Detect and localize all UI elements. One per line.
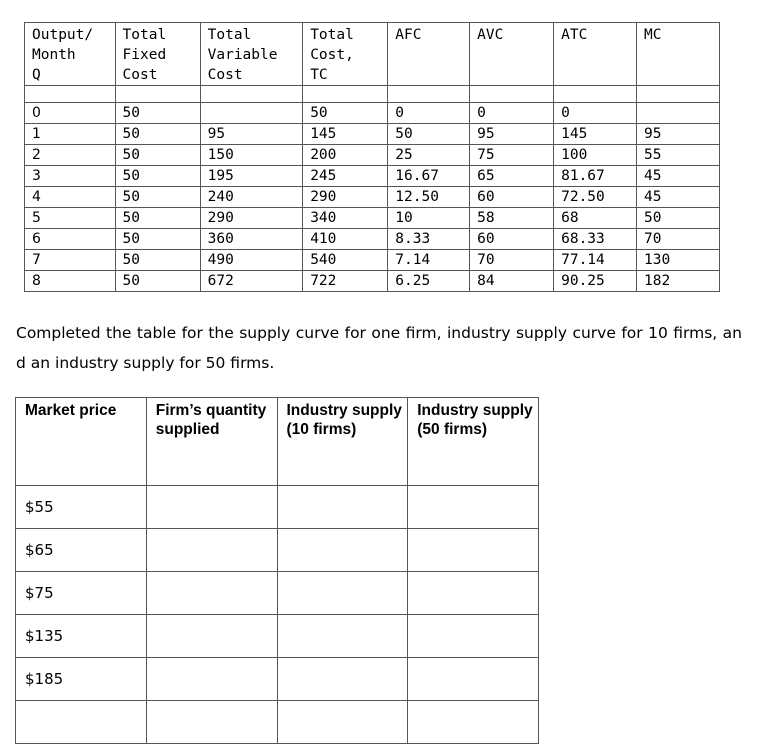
cost-cell-avc: 65: [470, 166, 554, 187]
cost-cell-tfc: 50: [115, 103, 200, 124]
cost-cell-atc: 100: [554, 145, 637, 166]
cost-cell-mc: 45: [637, 166, 720, 187]
cost-cell-mc: 55: [637, 145, 720, 166]
cost-cell-tc: 50: [303, 103, 388, 124]
supply-table-row: [16, 658, 539, 701]
cost-cell-avc: 95: [470, 124, 554, 145]
cost-cell-tvc: [200, 103, 303, 124]
cost-cell-tfc: 50: [115, 124, 200, 145]
cost-cell-tc: 145: [303, 124, 388, 145]
cost-cell-mc: 50: [637, 208, 720, 229]
header-total-fixed-cost: Total Fixed Cost: [115, 23, 200, 86]
cost-cell-afc: 16.67: [388, 166, 470, 187]
cost-cell-afc: 0: [388, 103, 470, 124]
cost-cell-atc: 0: [554, 103, 637, 124]
cost-cell-avc: 60: [470, 229, 554, 250]
cost-cell-tvc: 240: [200, 187, 303, 208]
cost-table-row: [25, 145, 720, 166]
cost-table-row: [25, 208, 720, 229]
cost-cell-mc: 182: [637, 271, 720, 292]
cost-table-row: [25, 124, 720, 145]
cost-cell-avc: 75: [470, 145, 554, 166]
cost-cell-mc: 130: [637, 250, 720, 271]
cost-cell-mc: 70: [637, 229, 720, 250]
cost-cell-afc: 50: [388, 124, 470, 145]
supply-cell-industry-supply-10[interactable]: [277, 529, 408, 572]
cost-table-header-row: [25, 23, 720, 86]
spacer-cell: [554, 86, 637, 103]
supply-table-row: [16, 529, 539, 572]
header-market-price: Market price: [16, 398, 147, 486]
supply-table-row: [16, 615, 539, 658]
cost-cell-q: 1: [25, 124, 116, 145]
supply-table-row: [16, 701, 539, 744]
supply-cell-industry-supply-10[interactable]: [277, 615, 408, 658]
header-total-variable-cost: Total Variable Cost: [200, 23, 303, 86]
cost-cell-avc: 84: [470, 271, 554, 292]
cost-cell-atc: 77.14: [554, 250, 637, 271]
spacer-cell: [303, 86, 388, 103]
spacer-cell: [25, 86, 116, 103]
cost-cell-atc: 81.67: [554, 166, 637, 187]
cost-cell-tfc: 50: [115, 229, 200, 250]
spacer-cell: [115, 86, 200, 103]
cost-cell-tfc: 50: [115, 187, 200, 208]
supply-cell-market-price: $65: [16, 529, 147, 572]
cost-table: [24, 22, 720, 292]
cost-table-row: [25, 271, 720, 292]
cost-table-row: [25, 166, 720, 187]
supply-cell-industry-supply-50[interactable]: [408, 529, 539, 572]
cost-cell-avc: 0: [470, 103, 554, 124]
cost-cell-tvc: 95: [200, 124, 303, 145]
supply-cell-firm-quantity[interactable]: [146, 615, 277, 658]
cost-cell-q: 7: [25, 250, 116, 271]
cost-cell-tc: 290: [303, 187, 388, 208]
cost-cell-afc: 8.33: [388, 229, 470, 250]
header-afc: AFC: [388, 23, 470, 86]
cost-cell-mc: 95: [637, 124, 720, 145]
cost-cell-tc: 340: [303, 208, 388, 229]
cost-cell-q: 4: [25, 187, 116, 208]
cost-cell-mc: 45: [637, 187, 720, 208]
cost-table-body: [25, 103, 720, 292]
cost-cell-tfc: 50: [115, 271, 200, 292]
cost-cell-avc: 60: [470, 187, 554, 208]
cost-cell-q: 8: [25, 271, 116, 292]
spacer-cell: [200, 86, 303, 103]
cost-cell-tc: 540: [303, 250, 388, 271]
cost-cell-afc: 6.25: [388, 271, 470, 292]
cost-cell-q: 5: [25, 208, 116, 229]
cost-cell-tvc: 195: [200, 166, 303, 187]
supply-cell-industry-supply-50[interactable]: [408, 486, 539, 529]
cost-cell-afc: 12.50: [388, 187, 470, 208]
supply-cell-firm-quantity[interactable]: [146, 701, 277, 744]
cost-cell-atc: 145: [554, 124, 637, 145]
instruction-text: Completed the table for the supply curve for one firm, industry supply curve for 10 firms, and an industry supply for 50 firms.: [16, 324, 742, 372]
supply-cell-industry-supply-10[interactable]: [277, 658, 408, 701]
supply-table-row: [16, 572, 539, 615]
supply-cell-firm-quantity[interactable]: [146, 529, 277, 572]
supply-cell-firm-quantity[interactable]: [146, 658, 277, 701]
supply-cell-industry-supply-50[interactable]: [408, 615, 539, 658]
header-output: Output/ Month Q: [25, 23, 116, 86]
header-avc: AVC: [470, 23, 554, 86]
cost-cell-afc: 10: [388, 208, 470, 229]
cost-cell-q: 0: [25, 103, 116, 124]
cost-cell-mc: [637, 103, 720, 124]
cost-table-row: [25, 229, 720, 250]
header-total-cost: Total Cost, TC: [303, 23, 388, 86]
cost-cell-avc: 58: [470, 208, 554, 229]
supply-cell-industry-supply-10[interactable]: [277, 572, 408, 615]
supply-table-body: [16, 486, 539, 744]
supply-table-header-row: [16, 398, 539, 486]
cost-cell-afc: 7.14: [388, 250, 470, 271]
header-atc: ATC: [554, 23, 637, 86]
cost-cell-tc: 722: [303, 271, 388, 292]
header-firm-quantity: Firm’s quantity supplied: [146, 398, 277, 486]
supply-cell-firm-quantity[interactable]: [146, 486, 277, 529]
cost-cell-avc: 70: [470, 250, 554, 271]
supply-cell-market-price: $55: [16, 486, 147, 529]
supply-table-row: [16, 486, 539, 529]
cost-table-row: [25, 250, 720, 271]
cost-cell-q: 2: [25, 145, 116, 166]
supply-cell-market-price: $75: [16, 572, 147, 615]
supply-cell-industry-supply-50[interactable]: [408, 572, 539, 615]
supply-cell-market-price: $135: [16, 615, 147, 658]
cost-table-row: [25, 103, 720, 124]
cost-cell-atc: 68: [554, 208, 637, 229]
supply-cell-market-price: [16, 701, 147, 744]
header-industry-supply-50: Industry supply (50 firms): [408, 398, 539, 486]
cost-cell-atc: 90.25: [554, 271, 637, 292]
cost-cell-tvc: 672: [200, 271, 303, 292]
cost-cell-afc: 25: [388, 145, 470, 166]
header-industry-supply-10: Industry supply (10 firms): [277, 398, 408, 486]
cost-table-row: [25, 187, 720, 208]
cost-cell-tfc: 50: [115, 145, 200, 166]
cost-table-spacer-row: [25, 86, 720, 103]
supply-cell-firm-quantity[interactable]: [146, 572, 277, 615]
spacer-cell: [470, 86, 554, 103]
cost-cell-tfc: 50: [115, 250, 200, 271]
cost-cell-tvc: 150: [200, 145, 303, 166]
cost-cell-tc: 410: [303, 229, 388, 250]
cost-cell-tfc: 50: [115, 208, 200, 229]
cost-cell-q: 6: [25, 229, 116, 250]
supply-cell-market-price: $185: [16, 658, 147, 701]
cost-cell-atc: 68.33: [554, 229, 637, 250]
cost-cell-tc: 200: [303, 145, 388, 166]
cost-cell-q: 3: [25, 166, 116, 187]
spacer-cell: [637, 86, 720, 103]
supply-cell-industry-supply-50[interactable]: [408, 701, 539, 744]
supply-table: [15, 397, 539, 744]
cost-cell-tvc: 290: [200, 208, 303, 229]
supply-cell-industry-supply-10[interactable]: [277, 486, 408, 529]
cost-cell-atc: 72.50: [554, 187, 637, 208]
header-mc: MC: [637, 23, 720, 86]
cost-cell-tfc: 50: [115, 166, 200, 187]
supply-cell-industry-supply-50[interactable]: [408, 658, 539, 701]
cost-cell-tvc: 490: [200, 250, 303, 271]
supply-cell-industry-supply-10[interactable]: [277, 701, 408, 744]
cost-cell-tc: 245: [303, 166, 388, 187]
cost-cell-tvc: 360: [200, 229, 303, 250]
spacer-cell: [388, 86, 470, 103]
